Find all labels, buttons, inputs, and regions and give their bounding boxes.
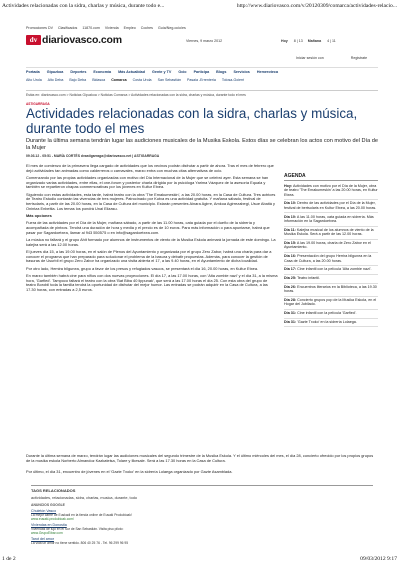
nav-item[interactable]: Deportes [70, 70, 87, 74]
agenda-text: A las 19.00 horas, charla de Zero Zabor en el Ayuntamiento. [284, 240, 371, 250]
tags-section [31, 485, 373, 547]
weather-value: 4 | 11 [327, 39, 336, 43]
main-nav [26, 67, 378, 75]
promo-link[interactable]: 11870.com [82, 26, 100, 30]
nav-item[interactable]: Ocio [178, 70, 187, 74]
article-body [26, 164, 278, 295]
article-paragraph: En marzo también habrá cine para niños con dos nuevas proyecciones. El día 17, a las 17.00 horas, con 'Alta zombie nazi' y el día 31, a la misma hora, 'Garfied'. Tampoco faltará el teatro con la obra 'Bat Biba 40 lippunak', que será a las 17.00 horas el día 25. Con esta obra del grupo de teatro Borobil toda la familia tendrá la oportunidad de disfrutar del mejor humor. Las entradas se podrán adquirir en la Casa de Cultura, a las 17.30 horas, con entradas a 2,5 euros. [26, 272, 278, 293]
ad-url[interactable]: www.eusaki-produktoak.com/ [31, 517, 74, 521]
nav-item[interactable]: Economía [93, 70, 112, 74]
agenda-item [284, 275, 378, 284]
ad-item[interactable] [31, 523, 373, 535]
article-headline: Actividades relacionadas con la sidra, charlas y música, durante todo el mes [26, 106, 358, 136]
logo-badge: dv [26, 35, 41, 45]
print-datetime: 09/03/2012 9:17 [360, 556, 397, 562]
ad-item[interactable] [31, 537, 373, 545]
section-tag: ASTIGARRAGA [26, 102, 50, 106]
site-logo[interactable] [26, 34, 122, 46]
ad-desc: Viviendas de lujo en el Sur de San Sebastián. Visita piso piloto: [31, 527, 124, 531]
promo-link[interactable]: Empleo [123, 26, 136, 30]
ad-title[interactable]: Viviendas en Donostia [31, 523, 67, 527]
agenda-item [284, 240, 378, 253]
web-page [26, 12, 378, 545]
agenda-text: Concierto grupos pop de la Musika Eskola, en el Hogar del Jubilado. [284, 297, 377, 307]
agenda-item [284, 319, 378, 328]
article-subheading: Más opciones [26, 213, 52, 219]
logo-text: diariovasco.com [42, 34, 122, 46]
agenda-item [284, 213, 378, 226]
agenda-text: Cine infantil con la película 'Garfied'. [297, 311, 357, 316]
nav-item[interactable]: Gente y TV [152, 70, 172, 74]
agenda-text: Encuentros literarios en la Biblioteca, a las 19.30 horas. [284, 284, 377, 294]
agenda-day: Día 31: [284, 319, 297, 324]
print-page-title: Actividades relacionadas con la sidra, charlas y música, durante todo e... [2, 3, 165, 9]
agenda-day: Día 10: [284, 214, 297, 219]
subnav-item-active[interactable]: Comarca [111, 78, 127, 82]
article-paragraph: Fuera de las actividades por el Día de la Mujer, mañana sábado, a partir de las 11.00 horas, cata guiada por el dueño de la sidrería y acompañada de pintxos. Tendrá una duración de hora y media y el precio es de 10 euros. Para más información o para apuntarse, habrá que pasar por Sagardoetxea, llamar al 943 550575 o en info@sagardoetxea.com. [26, 220, 270, 235]
nav-item[interactable]: Gipuzkoa [46, 70, 64, 74]
print-page-url[interactable]: http://www.diariovasco.com/v/20120309/comarca/actividades-relacio... [236, 3, 397, 9]
agenda-text: A las 11.00 horas, cata guiada en sidrería. Más información en la Sagardoetxea. [284, 214, 374, 224]
weather-label: Hoy [281, 39, 288, 43]
print-header [0, 0, 400, 12]
promo-link[interactable]: Coches [140, 26, 153, 30]
agenda-day: Día 15: [284, 240, 297, 245]
tags-title: TAGS RELACIONADOS [31, 488, 76, 493]
article-paragraph: Por otro lado, Hemira bilguneа, grupo a favor de los presos y refugiados vascos, se presentará el día 16, 20.00 horas, en Kultur Etxea. [26, 265, 259, 271]
agenda-text: Presentación del grupo Herrira bilgunea en la Casa de Cultura, a las 20.00 horas. [284, 254, 372, 263]
agenda-item [284, 253, 378, 266]
nav-item[interactable]: Portada [26, 70, 40, 74]
nav-item[interactable]: Participa [193, 70, 210, 74]
ad-desc: La vida un amor no tiene sentido. 806 40 25 76 - Tel. 96 299 96 95 [31, 541, 129, 545]
ad-url[interactable]: www.GrupoEibar.com [31, 531, 63, 535]
nav-item[interactable]: Blogs [216, 70, 227, 74]
article-lead: Durante la última semana tendrán lugar las audiciones musicales de la Musika Eskola. Estos días se celebran los actos con motivo del Día de la Mujer [26, 138, 378, 151]
subnav-item[interactable]: Bajo Deba [69, 78, 87, 82]
agenda-item [284, 310, 378, 319]
promo-link[interactable]: Guía/Neg.ocio/es [157, 26, 186, 30]
login-link[interactable]: Iniciar sesión con [296, 56, 324, 60]
promo-links [26, 26, 190, 30]
agenda-title: AGENDA [284, 174, 378, 181]
weather-label: Mañana [307, 39, 322, 43]
agenda-day: Día 31: [284, 311, 297, 316]
nav-item[interactable]: Servicios [233, 70, 250, 74]
agenda-text: Teatro infantil. [297, 276, 321, 280]
promo-link[interactable]: Clasificados [57, 26, 78, 30]
sub-nav [26, 77, 378, 84]
subnav-item[interactable]: Costa Urola [132, 78, 152, 82]
promo-link[interactable]: Promociones DV [26, 26, 53, 30]
agenda-day: Día 16: [284, 254, 297, 259]
agenda-day: Hoy: [284, 183, 293, 188]
article-paragraph: El jueves día 15, a las 19.00 horas, en el salón de Plenos del Ayuntamiento y organizada por el grupo Zero Zabor, habrá una charla para dar a conocer el programa que han preparado para solucionar el problema de la basura y debatir propuestas. Además, para conocer la gestión de basuras de Usurbil el grupo Zero Zabor ha organizado una visita abierta el 17, a las 9.40 horas, en el Ayuntamiento de dicha localidad. [26, 248, 272, 264]
nav-item[interactable]: Hemeroteca [256, 70, 279, 74]
agenda-text: Kalejira musical de los alumnos de viento de la Musika Eskola. Será a partir de las 12.00 horas. [284, 227, 374, 237]
weather-value: 8 | 13 [293, 39, 303, 43]
breadcrumb[interactable]: Estás en: diariovasco.com > Noticias Gipuzkoa > Noticias Comarca > Actividades relacionadas con la sidra, charlas y música, durante todo el mes [26, 90, 378, 97]
print-footer [0, 552, 400, 566]
agenda-item [284, 183, 378, 201]
agenda-day: Día 26: [284, 284, 297, 289]
tags-list[interactable]: actividades, relacionadas, sidra, charlas, musica, durante, todo [31, 496, 137, 500]
agenda-item [284, 266, 378, 275]
subnav-item[interactable]: Pasaia -Errenteria [186, 78, 216, 82]
ad-desc: La mejor carne de Euskadi en la tienda online de Eusaki Produktoak! [31, 513, 132, 517]
login-links [296, 56, 393, 60]
promo-link[interactable]: Vivienda [104, 26, 119, 30]
article-paragraph: Por último, el día 31, encuentro de jóvenes en el 'Gazte Txoko' en la sidrería Lolaega organizado por Gazte Asamblada. [26, 469, 233, 474]
agenda-item [284, 227, 378, 240]
subnav-item[interactable]: Alto Urola [26, 78, 42, 82]
subnav-item[interactable]: Bidasoa [92, 78, 106, 82]
agenda-item [284, 200, 378, 213]
register-link[interactable]: Registrate [350, 56, 368, 60]
weather-widget [281, 39, 336, 43]
article-paragraph: El mes de comienzo de la primavera llega cargado de actividades que los vecinos podrán disfrutar a partir de ahora. Tras el mes de febrero que dejó actividades tan animadas como calderreros o carnavales, marzo entra con muchas citas alternativas de ocio. [26, 163, 274, 173]
agenda-item [284, 297, 378, 310]
subnav-item[interactable]: San Sebastián [157, 78, 181, 82]
print-page-number: 1 de 2 [2, 556, 16, 562]
article-byline: 09.03.12 - 05:51 - MARÍA CORTÉS dvastigarraga@diariovasco.net | ASTIGARRAGA [26, 154, 160, 158]
dateline: Viernes, 9 marzo 2012 [186, 39, 223, 43]
agenda-text: 'Gazte Txoko' en la sidrería Lolaega. [297, 319, 357, 324]
ad-title[interactable]: Tarot del amor [31, 537, 54, 541]
ads-title: ANUNCIOS GOOGLE [31, 503, 65, 507]
agenda-text: Actividades con motivo por el Día de la Mujer, obra de teatro 'The Emakumeskin' a las 20.00 horas, en Kultur Etxea. [284, 183, 378, 197]
agenda-box [284, 174, 378, 327]
article-paragraph: Siguiendo con estas actividades, esta tarde, habrá teatro con la obra 'The Emakumeskin', a las 20.00 horas, en la Casa de Cultura. Tres actrices de Teatro Estudio contarán las vivencias de tres mujeres. Patrocinado por Kutxa es una actividad gratuita. Y mañana sábado, festival de bertsolaris, a partir de las 20.00 horas, en la Casa de Cultura del municipio. Estarán presentes Ainara Agirre, Amkoa Agirrezabegi, Usue Abaitá y Onintza Enbeitia. Los temas los pondrá Unai Elizasu. [26, 191, 276, 211]
agenda-text: Cine infantil con la película 'Alta zombie nazi'. [297, 267, 372, 272]
agenda-day: Día 17: [284, 267, 297, 272]
agenda-day: Día 25: [284, 276, 297, 280]
ad-title[interactable]: Chuletón Vasco [31, 509, 57, 513]
agenda-item [284, 284, 378, 297]
subnav-item[interactable]: Tolosa-Goierri [221, 78, 245, 82]
subnav-item[interactable]: Alto Deba [47, 78, 64, 82]
agenda-day: Día 10: [284, 201, 297, 206]
ad-item[interactable] [31, 509, 373, 521]
article-paragraph: Comenzando por las propias actividades organizadas con motivo del Día Internacional de la Mujer que se celebró ayer. Esta semana se han organizado varias actividades, entre ellas, el one-forum y posterior charla dirigida por la psicóloga Yarima Vázquez de la asesoría Equala y también se repartieron chapas conmemorativas por los jóvenes en Kultur Etxea. [26, 175, 269, 190]
agenda-text: Dentro de las actividades por el Día de la Mujer, festival de bertsolaris en Kultur Etxea, a las 20.00 horas. [284, 201, 377, 210]
nav-item[interactable]: Más Actualidad [118, 70, 145, 74]
article-paragraph: Durante la última semana de marzo, tendrán lugar las audiciones musicales del segundo trimestre de la Musika Eskola. Y el último miércoles del mes, el día 28, concierto ofrecido por los propios grupos de la musika eskola Norberto Almandoz Kazkateisa, Tolare y Ilkesale. Será a las 17.30 horas en la Casa de Cultura. [26, 453, 374, 463]
agenda-day: Día 11: [284, 227, 296, 232]
article-paragraph: La música no faltará y el grupo Ahit formado por alumnos de instrumentos de viento de la Musika Eskola animará la jornada de este domingo. La kalejira será a las 12.00 horas. [26, 236, 276, 247]
agenda-day: Día 28: [284, 297, 297, 302]
